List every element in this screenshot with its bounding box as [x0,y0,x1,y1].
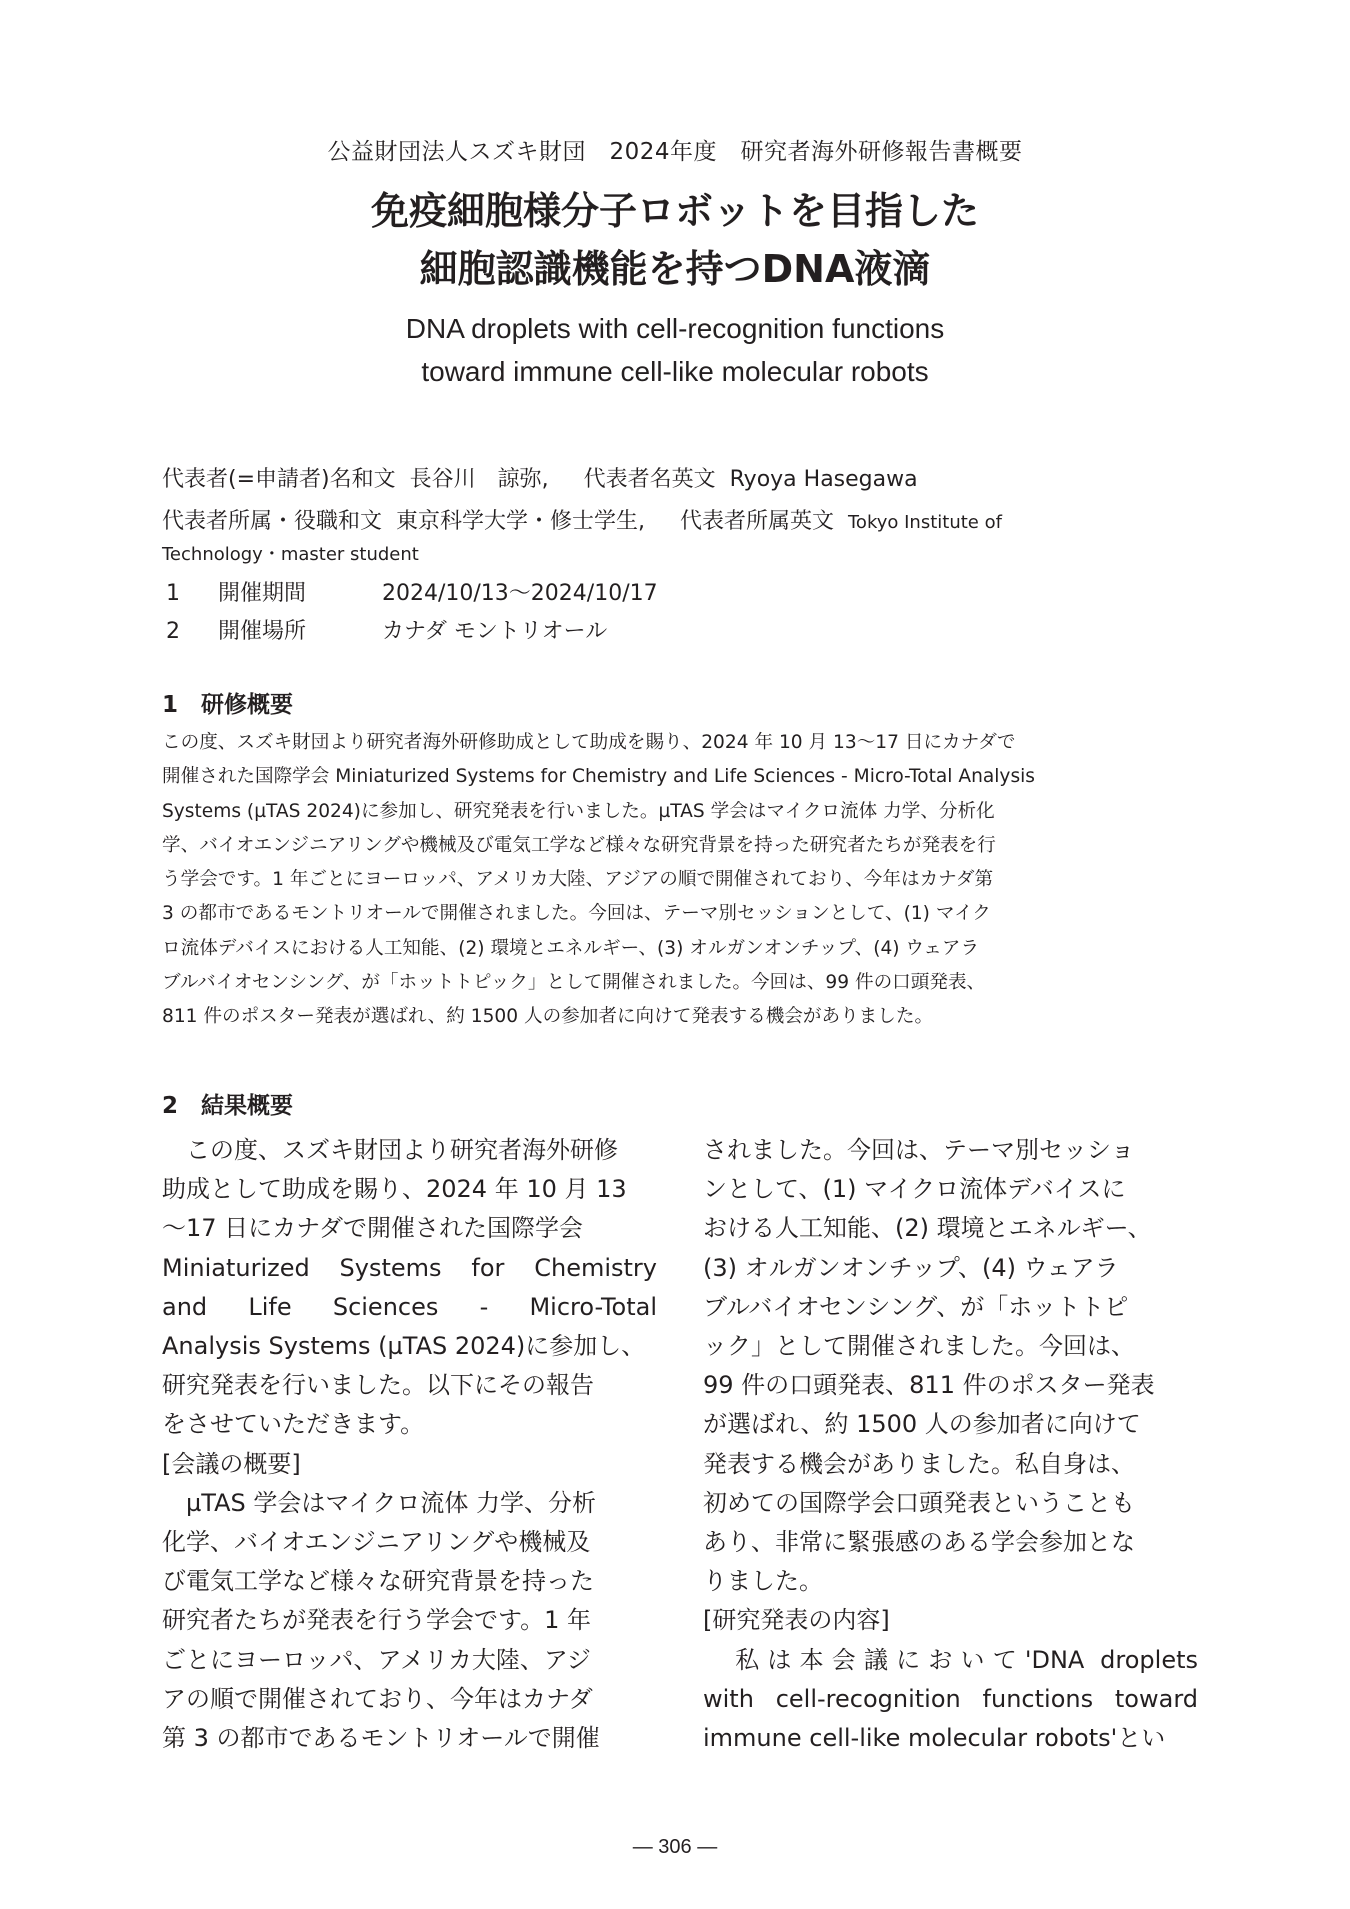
text-line: ロ流体デバイスにおける人工知能、(2) 環境とエネルギー、(3) オルガンオンチップ、(4) ウェアラ [162,937,980,959]
affil-en-2: Technology・master student [162,544,419,565]
text-line: ンとして、(1) マイクロ流体デバイスに [703,1175,1126,1204]
text-line: with cell-recognition functions toward [703,1684,1198,1713]
text-line: 助成として助成を賜り、2024 年 10 月 13 [162,1175,627,1204]
affil-ja: 東京科学大学・修士学生, [396,509,646,534]
text-line: う学会です。1 年ごとにヨーロッパ、アメリカ大陸、アジアの順で開催されており、今年はカナダ第 [162,869,994,891]
meta-item-value: 2024/10/13～2024/10/17 [382,581,658,606]
title-ja-line-2: 細胞認識機能を持つDNA液滴 [419,247,931,291]
section-heading-results-overview: 2 結果概要 [162,1093,294,1119]
subheading-presentation-content: [研究発表の内容] [703,1606,890,1635]
rep-name-en-label: 代表者名英文 [583,467,716,492]
text-line: µTAS 学会はマイクロ流体 力学、分析 [162,1488,597,1517]
text-line: 研究発表を行いました。以下にその報告 [162,1371,594,1400]
text-line: されました。今回は、テーマ別セッショ [703,1136,1135,1164]
rep-name-ja-label: 代表者(=申請者)名和文 [162,467,396,492]
text-line: 発表する機会がありました。私自身は、 [703,1449,1135,1478]
meta-item-label: 開催場所 [218,619,307,644]
section-heading-training-overview: 1 研修概要 [162,692,294,718]
text-line: 研究者たちが発表を行う学会です。1 年 [162,1606,591,1635]
text-line: 開催された国際学会 Miniaturized Systems for Chemistry and Life Sciences - Micro-Total Analysis [162,766,1035,788]
text-line: Systems (µTAS 2024)に参加し、研究発表を行いました。µTAS 学会はマイクロ流体 力学、分析化 [162,800,995,822]
subheading-conference-overview: [会議の概要] [162,1449,301,1478]
text-line: ～17 日にカナダで開催された国際学会 [162,1214,583,1243]
meta-item-label: 開催期間 [218,581,307,606]
text-line: ブルバイオセンシング、が「ホットトピ [703,1292,1129,1321]
text-line: Miniaturized Systems for Chemistry [162,1253,657,1282]
text-line: (3) オルガンオンチップ、(4) ウェアラ [703,1253,1119,1282]
results-left-column [162,1131,657,1758]
text-line: ブルバイオセンシング、が「ホットトピック」として開催されました。今回は、99 件の口頭発表、 [162,972,986,994]
text-line: 学、バイオエンジニアリングや機械及び電気工学など様々な研究背景を持った研究者たちが発表を行 [162,834,996,856]
text-line: アの順で開催されており、今年はカナダ [162,1684,593,1713]
text-line: 3 の都市であるモントリオールで開催されました。今回は、テーマ別セッションとして、(1) マイク [162,903,991,925]
page-number: — 306 — [632,1836,718,1858]
title-en-line-1: DNA droplets with cell-recognition functions [405,313,945,344]
report-header: 公益財団法人スズキ財団 2024年度 研究者海外研修報告書概要 [327,139,1023,165]
meta-item-venue [162,614,607,645]
representative-name-row [162,462,918,493]
text-line: 初めての国際学会口頭発表ということも [703,1488,1135,1517]
text-line: りました。 [703,1567,823,1596]
affil-en-label: 代表者所属英文 [679,509,834,534]
text-line: び電気工学など様々な研究背景を持った [162,1567,594,1596]
text-line: 化学、バイオエンジニアリングや機械及 [162,1528,591,1557]
text-line: この度、スズキ財団より研究者海外研修 [162,1136,618,1164]
text-line: 第 3 の都市であるモントリオールで開催 [162,1724,600,1753]
text-line: and Life Sciences - Micro-Total [162,1292,657,1321]
text-line: 99 件の口頭発表、811 件のポスター発表 [703,1371,1155,1400]
training-overview-text [162,726,1192,1035]
affil-en-1: Tokyo Institute of [848,512,1002,533]
text-line: おける人工知能、(2) 環境とエネルギー、 [703,1214,1152,1243]
text-line: あり、非常に緊張感のある学会参加とな [703,1528,1135,1557]
affil-ja-label: 代表者所属・役職和文 [162,509,383,534]
text-line: が選ばれ、約 1500 人の参加者に向けて [703,1410,1141,1439]
rep-name-en: Ryoya Hasegawa [729,467,918,492]
title-en-line-2: toward immune cell-like molecular robots [421,356,929,387]
text-line: この度、スズキ財団より研究者海外研修助成として助成を賜り、2024 年 10 月 13～17 日にカナダで [162,732,1016,753]
text-line: ック」として開催されました。今回は、 [703,1332,1135,1361]
rep-name-ja: 長谷川 諒弥, [409,467,549,492]
meta-item-value: カナダ モントリオール [382,619,608,644]
meta-item-number: 2 [166,619,180,644]
text-line: Analysis Systems (µTAS 2024)に参加し、 [162,1332,646,1361]
text-line: ごとにヨーロッパ、アメリカ大陸、アジ [162,1645,591,1674]
representative-affiliation-row [162,504,1002,535]
title-ja-line-1: 免疫細胞様分子ロボットを目指した [370,189,979,233]
text-line: をさせていただきます。 [162,1410,425,1439]
meta-item-number: 1 [166,581,180,606]
text-line: immune cell-like molecular robots'とい [703,1724,1166,1753]
text-line: 私は本会議において'DNA droplets [703,1645,1198,1674]
results-right-column [703,1131,1198,1758]
text-line: 811 件のポスター発表が選ばれ、約 1500 人の参加者に向けて発表する機会がありました。 [162,1006,934,1028]
meta-item-period [162,576,658,607]
